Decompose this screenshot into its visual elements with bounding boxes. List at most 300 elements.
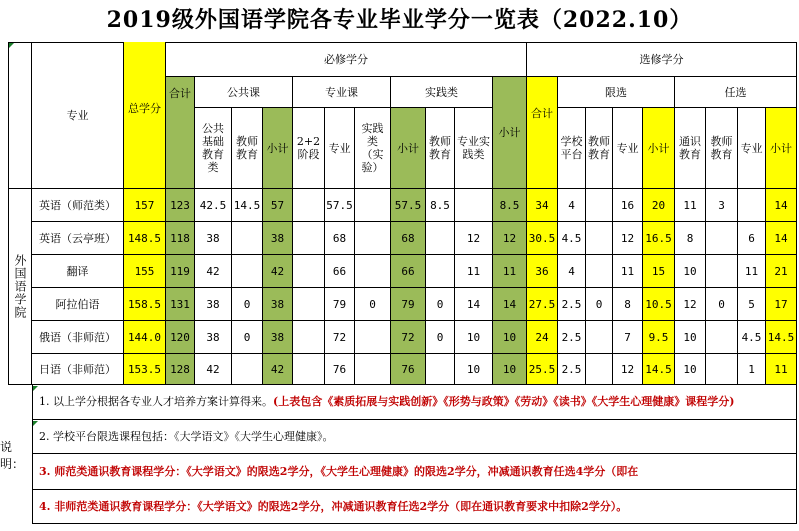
row-cell: [558, 321, 586, 354]
header-school-platform: [558, 108, 586, 189]
row-major-text: 英语（师范类）: [39, 198, 116, 212]
corner-cell: [8, 42, 32, 189]
page-title: 2019级外国语学院各专业毕业学分一览表（2022.10）: [106, 7, 693, 33]
row-major: [32, 255, 124, 288]
row-cell: [766, 288, 797, 321]
row-cell: [124, 189, 166, 222]
row-cell: [293, 354, 325, 385]
row-cell: [263, 288, 293, 321]
header-teacher-ed-4-text: 教师教育: [710, 135, 733, 161]
row-cell: [613, 288, 643, 321]
row-cell: [355, 255, 391, 288]
note-3: [32, 454, 797, 490]
row-cell-text: 36: [535, 264, 549, 278]
row-cell-text: 144.0: [127, 330, 162, 344]
row-cell: [675, 189, 706, 222]
header-prof-2: [613, 108, 643, 189]
row-cell: [738, 255, 766, 288]
row-cell: [706, 222, 738, 255]
row-cell: [493, 321, 527, 354]
row-cell: [527, 222, 558, 255]
row-cell-text: 42.5: [199, 198, 227, 212]
row-cell-text: 14.5: [233, 198, 261, 212]
row-cell-text: 11: [683, 198, 697, 212]
row-cell: [613, 354, 643, 385]
header-professional: [293, 77, 391, 108]
row-cell: [391, 189, 426, 222]
row-cell: [325, 255, 355, 288]
note-2-text: 2. 学校平台限选课程包括：《大学语文》《大学生心理健康》。: [39, 429, 334, 443]
row-cell: [586, 255, 613, 288]
row-cell-text: 119: [170, 264, 190, 278]
header-prof-practice-text: 专业实践类: [457, 135, 490, 161]
row-cell: [586, 222, 613, 255]
row-cell-text: 76: [332, 362, 347, 376]
header-optional-subtotal-text: 小计: [770, 141, 792, 155]
row-cell: [558, 222, 586, 255]
row-cell-text: 16.5: [645, 231, 672, 245]
row-cell: [426, 189, 455, 222]
row-cell-text: 14: [502, 297, 517, 311]
row-cell-text: 10: [466, 330, 481, 344]
header-public: [195, 77, 293, 108]
row-cell: [166, 222, 195, 255]
cell-marker-icon: [33, 386, 38, 391]
row-cell: [355, 222, 391, 255]
header-teacher-ed-2: [426, 108, 455, 189]
row-cell-text: 118: [170, 231, 190, 245]
row-cell: [293, 321, 325, 354]
note-1-text: (上表包含《素质拓展与实践创新》《形势与政策》《劳动》《读书》《大学生心理健康》课程学分): [273, 395, 735, 408]
row-cell: [166, 354, 195, 385]
row-cell-text: 12: [683, 297, 697, 311]
header-public-basic-text: 公共基础教育类: [202, 122, 224, 174]
row-cell-text: 38: [270, 330, 285, 344]
row-cell: [738, 189, 766, 222]
row-cell-text: 0: [718, 297, 725, 311]
row-cell: [426, 321, 455, 354]
row-cell: [706, 288, 738, 321]
row-cell: [586, 321, 613, 354]
note-2-content: [39, 430, 334, 444]
note-4-content: [39, 500, 627, 514]
row-cell-text: 0: [436, 330, 444, 344]
row-cell: [325, 288, 355, 321]
row-cell: [643, 321, 675, 354]
row-cell-text: 0: [436, 297, 444, 311]
header-prof-2-text: 专业: [616, 141, 639, 155]
row-cell-text: 14: [774, 231, 788, 245]
row-cell: [325, 222, 355, 255]
row-cell: [613, 189, 643, 222]
row-cell: [426, 222, 455, 255]
row-cell: [232, 354, 263, 385]
header-two-two-text: 2+2阶段: [296, 135, 321, 161]
row-cell: [232, 222, 263, 255]
header-public-basic: [195, 108, 232, 189]
college-label-text: 外国语学院: [13, 254, 27, 319]
row-major: [32, 321, 124, 354]
note-3-content: [39, 465, 638, 479]
row-cell: [527, 354, 558, 385]
header-prof-text: 专业: [328, 141, 351, 155]
row-cell: [124, 321, 166, 354]
row-cell-text: 4: [568, 198, 575, 212]
header-limited-subtotal-text: 小计: [647, 141, 670, 155]
row-cell: [355, 288, 391, 321]
row-cell: [527, 321, 558, 354]
row-cell: [527, 255, 558, 288]
row-cell: [558, 189, 586, 222]
header-prof-subtotal: [391, 108, 426, 189]
row-cell: [706, 321, 738, 354]
row-cell-text: 11: [744, 264, 759, 278]
row-cell-text: 11: [502, 264, 517, 278]
row-cell: [766, 354, 797, 385]
header-required-total: [166, 77, 195, 189]
header-public-text: 公共课: [227, 85, 260, 99]
header-practice: [391, 77, 493, 108]
header-elective-total: [527, 77, 558, 189]
row-cell: [706, 255, 738, 288]
row-cell: [391, 354, 426, 385]
row-cell-text: 10: [466, 362, 481, 376]
row-cell: [293, 288, 325, 321]
row-cell-text: 38: [270, 231, 285, 245]
row-cell-text: 72: [401, 330, 415, 344]
row-major: [32, 354, 124, 385]
row-cell-text: 38: [206, 297, 220, 311]
header-teacher-ed-3: [586, 108, 613, 189]
row-cell-text: 17: [774, 297, 788, 311]
row-cell-text: 0: [243, 330, 251, 344]
notes-label: [0, 385, 32, 524]
row-cell-text: 131: [170, 297, 190, 311]
row-cell-text: 57.5: [394, 198, 422, 212]
row-cell-text: 12: [502, 231, 517, 245]
header-limited: [558, 77, 675, 108]
row-cell: [263, 222, 293, 255]
header-elective-total-text: 合计: [531, 107, 553, 120]
row-cell: [263, 255, 293, 288]
row-cell-text: 8.5: [499, 198, 520, 212]
row-cell: [325, 354, 355, 385]
row-cell-text: 16: [620, 198, 635, 212]
row-cell: [355, 354, 391, 385]
row-cell: [558, 354, 586, 385]
header-teacher-ed-3-text: 教师教育: [588, 135, 610, 161]
row-cell-text: 11: [620, 264, 635, 278]
row-cell-text: 10: [683, 330, 697, 344]
row-cell-text: 38: [270, 297, 285, 311]
row-cell: [675, 255, 706, 288]
row-major-text: 英语（云亭班）: [39, 231, 116, 245]
header-teacher-ed-4: [706, 108, 738, 189]
college-label: [8, 189, 32, 385]
row-cell-text: 79: [401, 297, 415, 311]
row-cell: [391, 255, 426, 288]
row-cell-text: 42: [270, 362, 285, 376]
row-cell-text: 38: [206, 231, 220, 245]
row-cell: [738, 321, 766, 354]
header-practice-text: 实践类: [425, 85, 458, 99]
header-teacher-ed-2-text: 教师教育: [429, 135, 451, 161]
row-cell: [293, 222, 325, 255]
row-cell: [124, 288, 166, 321]
row-major-text: 翻译: [66, 264, 89, 278]
row-cell-text: 9.5: [648, 330, 669, 344]
row-cell: [586, 354, 613, 385]
row-cell-text: 25.5: [528, 362, 556, 376]
row-cell-text: 0: [243, 297, 251, 311]
row-cell-text: 72: [332, 330, 347, 344]
row-cell-text: 10.5: [645, 297, 672, 311]
row-cell: [586, 189, 613, 222]
row-cell: [455, 255, 493, 288]
row-cell: [426, 354, 455, 385]
row-cell: [426, 288, 455, 321]
row-cell-text: 8: [686, 231, 694, 245]
row-cell: [263, 321, 293, 354]
row-cell-text: 68: [401, 231, 415, 245]
row-cell-text: 68: [332, 231, 347, 245]
header-prof-practice: [455, 108, 493, 189]
row-cell-text: 0: [595, 297, 603, 311]
row-cell: [613, 222, 643, 255]
row-cell-text: 79: [332, 297, 347, 311]
row-cell: [195, 222, 232, 255]
row-cell-text: 42: [270, 264, 285, 278]
row-cell-text: 2.5: [561, 362, 582, 376]
header-exp-text: 实践类（实验）: [361, 122, 384, 174]
row-cell-text: 24: [535, 330, 549, 344]
row-cell: [232, 288, 263, 321]
row-cell-text: 12: [620, 362, 635, 376]
row-cell: [527, 189, 558, 222]
row-cell-text: 6: [748, 231, 755, 245]
row-cell: [455, 222, 493, 255]
row-cell-text: 14: [466, 297, 481, 311]
row-cell-text: 123: [170, 198, 190, 212]
header-teacher-ed: [232, 108, 263, 189]
header-practice-subtotal-text: 小计: [498, 126, 521, 139]
row-cell-text: 153.5: [127, 362, 162, 376]
header-total: [124, 42, 166, 189]
note-4: [32, 490, 797, 524]
row-cell: [766, 189, 797, 222]
row-cell: [355, 189, 391, 222]
header-limited-text: 限选: [605, 85, 627, 99]
row-cell: [493, 288, 527, 321]
row-cell: [493, 255, 527, 288]
row-cell: [166, 288, 195, 321]
header-professional-text: 专业课: [325, 85, 358, 99]
row-cell: [455, 354, 493, 385]
header-required: [166, 42, 527, 77]
row-cell-text: 42: [206, 362, 220, 376]
row-major-text: 阿拉伯语: [55, 297, 100, 311]
note-1-text: 1. 以上学分根据各专业人才培养方案计算得来。: [39, 395, 273, 408]
row-cell-text: 27.5: [528, 297, 556, 311]
header-school-platform-text: 学校平台: [560, 135, 583, 161]
row-cell: [613, 321, 643, 354]
row-cell: [124, 255, 166, 288]
row-cell-text: 38: [206, 330, 220, 344]
row-cell-text: 34: [535, 198, 549, 212]
row-cell-text: 11: [774, 362, 788, 376]
row-cell-text: 128: [170, 362, 190, 376]
row-cell: [527, 288, 558, 321]
row-cell: [643, 255, 675, 288]
row-major: [32, 222, 124, 255]
row-cell: [391, 321, 426, 354]
row-cell: [493, 189, 527, 222]
row-cell-text: 4.5: [561, 231, 582, 245]
row-cell-text: 155: [134, 264, 155, 278]
row-cell: [232, 189, 263, 222]
row-major-text: 俄语（非师范）: [39, 330, 116, 344]
row-cell: [558, 255, 586, 288]
row-cell: [586, 288, 613, 321]
note-1-content: [39, 395, 734, 409]
row-cell: [426, 255, 455, 288]
cell-marker-icon: [9, 43, 14, 48]
row-cell: [263, 354, 293, 385]
row-cell-text: 14.5: [767, 330, 795, 344]
row-cell-text: 8: [624, 297, 631, 311]
header-elective: [527, 42, 797, 77]
row-cell: [643, 189, 675, 222]
row-cell-text: 157: [134, 198, 155, 212]
row-cell: [195, 354, 232, 385]
row-cell: [493, 354, 527, 385]
row-cell-text: 120: [170, 330, 190, 344]
row-cell: [124, 222, 166, 255]
header-public-subtotal-text: 小计: [266, 141, 289, 155]
row-cell-text: 8.5: [430, 198, 450, 212]
row-cell: [325, 189, 355, 222]
row-cell: [455, 288, 493, 321]
header-major: [32, 42, 124, 189]
row-cell-text: 30.5: [528, 231, 556, 245]
row-cell-text: 57: [270, 198, 285, 212]
note-3-text: 3. 师范类通识教育课程学分：《大学语文》的限选2学分，《大学生心理健康》的限选2学分，冲减通识教育任选4学分（即在: [39, 464, 639, 478]
row-cell: [643, 222, 675, 255]
row-cell-text: 12: [466, 231, 481, 245]
row-cell: [643, 288, 675, 321]
header-prof-3-text: 专业: [740, 141, 763, 155]
row-cell: [166, 189, 195, 222]
header-required-text: 必修学分: [324, 52, 368, 66]
row-cell: [325, 321, 355, 354]
row-major-text: 日语（非师范）: [39, 362, 116, 376]
row-cell-text: 2.5: [561, 330, 582, 344]
header-total-text: 总学分: [128, 102, 161, 115]
row-cell-text: 10: [502, 330, 517, 344]
row-cell: [455, 321, 493, 354]
row-cell: [166, 321, 195, 354]
row-cell: [675, 321, 706, 354]
row-cell-text: 4.5: [741, 330, 762, 344]
row-cell-text: 5: [748, 297, 755, 311]
row-cell-text: 158.5: [127, 297, 162, 311]
header-prof-subtotal-text: 小计: [397, 141, 419, 155]
header-general-ed: [675, 108, 706, 189]
header-practice-subtotal: [493, 77, 527, 189]
row-cell-text: 12: [620, 231, 635, 245]
header-optional: [675, 77, 797, 108]
row-cell: [766, 321, 797, 354]
row-cell-text: 10: [683, 362, 697, 376]
header-teacher-ed-text: 教师教育: [236, 135, 258, 161]
row-cell-text: 1: [748, 362, 755, 376]
row-cell-text: 10: [502, 362, 517, 376]
row-cell: [675, 222, 706, 255]
row-cell: [391, 222, 426, 255]
row-cell: [455, 189, 493, 222]
header-exp: [355, 108, 391, 189]
row-cell-text: 7: [624, 330, 631, 344]
row-cell: [643, 354, 675, 385]
row-cell-text: 42: [206, 264, 220, 278]
row-cell: [675, 354, 706, 385]
header-general-ed-text: 通识教育: [679, 135, 701, 161]
row-cell: [195, 288, 232, 321]
row-cell: [706, 354, 738, 385]
row-cell-text: 57.5: [326, 198, 353, 212]
row-cell: [738, 354, 766, 385]
header-elective-text: 选修学分: [639, 52, 684, 66]
header-two-two: [293, 108, 325, 189]
row-cell: [391, 288, 426, 321]
row-cell-text: 21: [774, 264, 788, 278]
row-cell: [195, 189, 232, 222]
row-cell: [613, 255, 643, 288]
row-cell-text: 3: [718, 198, 725, 212]
row-cell: [263, 189, 293, 222]
cell-marker-icon: [33, 421, 38, 426]
row-cell-text: 4: [568, 264, 575, 278]
header-prof-3: [738, 108, 766, 189]
row-cell: [355, 321, 391, 354]
header-public-subtotal: [263, 108, 293, 189]
row-cell-text: 66: [401, 264, 415, 278]
header-required-total-text: 合计: [169, 87, 191, 100]
row-cell-text: 148.5: [127, 231, 162, 245]
row-cell: [558, 288, 586, 321]
row-cell: [166, 255, 195, 288]
row-cell-text: 14: [774, 198, 788, 212]
row-cell-text: 15: [651, 264, 666, 278]
note-1: [32, 385, 797, 420]
row-cell-text: 20: [651, 198, 666, 212]
header-major-text: 专业: [66, 108, 89, 122]
row-cell: [766, 222, 797, 255]
row-cell: [232, 321, 263, 354]
header-prof: [325, 108, 355, 189]
row-cell-text: 11: [466, 264, 481, 278]
row-cell: [493, 222, 527, 255]
header-optional-subtotal: [766, 108, 797, 189]
row-major: [32, 288, 124, 321]
row-cell: [195, 255, 232, 288]
row-major: [32, 189, 124, 222]
notes-label-text: 说明：: [0, 439, 25, 471]
row-cell-text: 76: [401, 362, 415, 376]
row-cell: [766, 255, 797, 288]
row-cell-text: 14.5: [645, 362, 672, 376]
row-cell: [293, 255, 325, 288]
